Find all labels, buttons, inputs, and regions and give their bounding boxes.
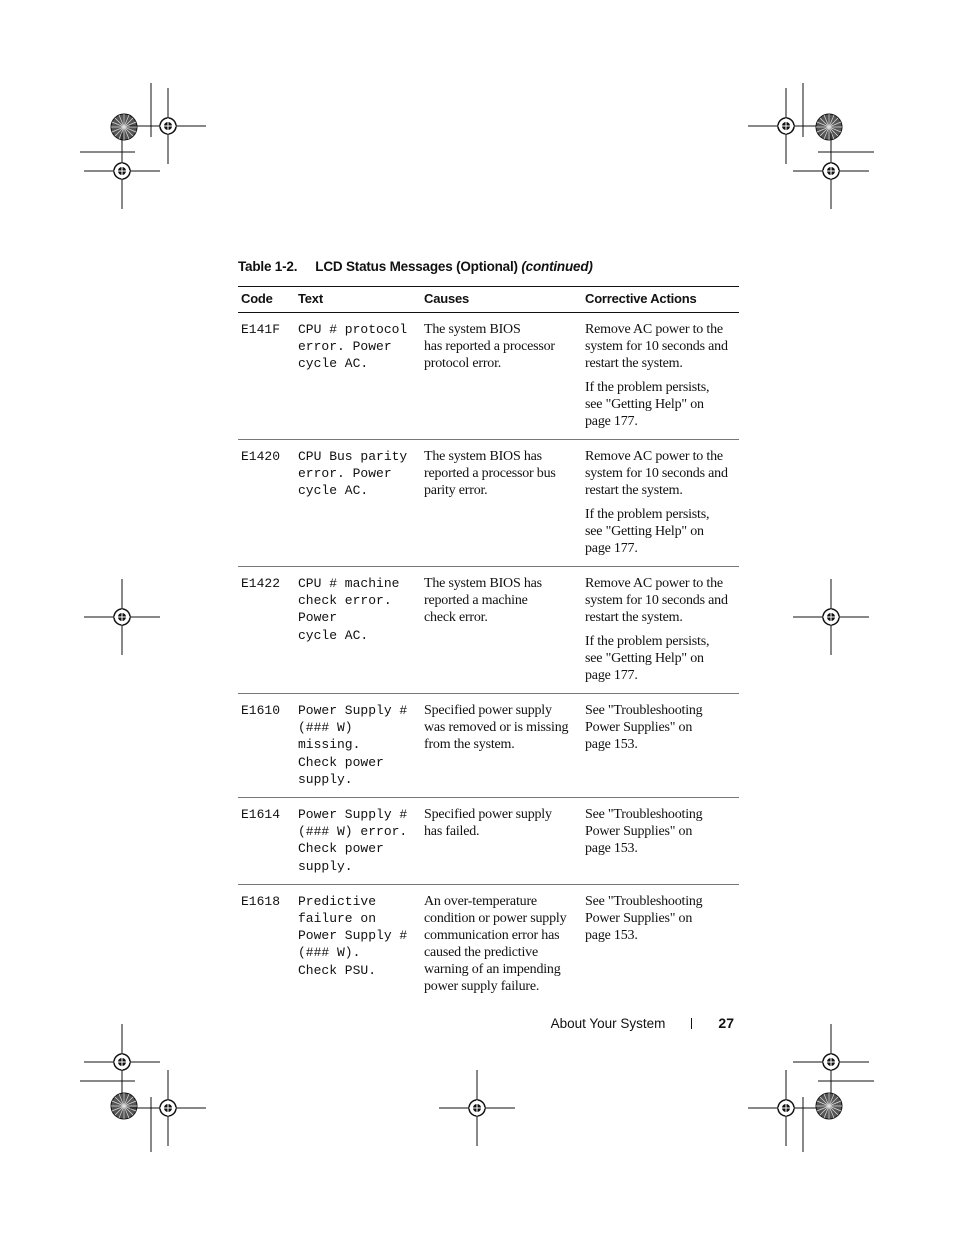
action-paragraph: If the problem persists, see "Getting Help" on page 177. — [585, 507, 710, 556]
action-paragraph: If the problem persists, see "Getting Help" on page 177. — [585, 634, 710, 683]
footer-separator — [691, 1018, 692, 1029]
table-header-row — [238, 287, 739, 313]
text-cell: CPU # protocol error. Power cycle AC. — [295, 313, 421, 440]
action-cell — [582, 884, 739, 1004]
text-cell: Power Supply # (### W) missing. Check power supply. — [295, 694, 421, 798]
table-number: Table 1-2. — [238, 259, 298, 274]
table-title: LCD Status Messages (Optional) — [315, 259, 518, 274]
header-causes: Causes — [421, 287, 582, 313]
table-row — [238, 440, 739, 567]
cause-cell: The system BIOS has reported a machine check error. — [421, 567, 582, 694]
table-row — [238, 798, 739, 885]
text-cell: Predictive failure on Power Supply # (### W). Check PSU. — [298, 893, 408, 978]
action-paragraph: Remove AC power to the system for 10 seconds and restart the system. — [585, 449, 728, 498]
table-row — [238, 313, 739, 440]
cause-cell: The system BIOS has reported a processor bus parity error. — [421, 440, 582, 567]
action-paragraph: If the problem persists, see "Getting Help" on page 177. — [585, 380, 710, 429]
footer-section-title: About Your System — [550, 1015, 666, 1031]
header-text: Text — [295, 287, 421, 313]
text-cell: CPU # machine check error. Power cycle AC. — [295, 567, 421, 694]
code-cell: E1614 — [238, 798, 295, 885]
action-paragraph: See "Troubleshooting Power Supplies" on page 153. — [585, 893, 703, 943]
action-paragraph: See "Troubleshooting Power Supplies" on page 153. — [585, 807, 703, 857]
code-cell: E1420 — [238, 440, 295, 567]
code-cell: E1422 — [238, 567, 295, 694]
action-paragraph: Remove AC power to the system for 10 seconds and restart the system. — [585, 322, 728, 371]
action-paragraph: Remove AC power to the system for 10 seconds and restart the system. — [585, 576, 728, 625]
table-row — [238, 884, 739, 1004]
cause-cell: Specified power supply has failed. — [421, 798, 582, 885]
header-corrective-actions: Corrective Actions — [582, 287, 739, 313]
lcd-status-table — [238, 286, 739, 1004]
action-cell — [582, 694, 739, 798]
table-row — [238, 567, 739, 694]
action-cell — [582, 313, 739, 440]
code-cell: E1610 — [238, 694, 295, 798]
code-cell: E1618 — [241, 893, 281, 909]
page-number: 27 — [718, 1015, 734, 1031]
text-cell: CPU Bus parity error. Power cycle AC. — [295, 440, 421, 567]
action-paragraph: See "Troubleshooting Power Supplies" on page 153. — [585, 703, 703, 752]
text-cell: Power Supply # (### W) error. Check power supply. — [295, 798, 421, 885]
cause-cell: The system BIOS has reported a processor protocol error. — [421, 313, 582, 440]
header-code: Code — [238, 287, 295, 313]
code-cell: E141F — [238, 313, 295, 440]
cause-cell: Specified power supply was removed or is missing from the system. — [421, 694, 582, 798]
table-row — [238, 694, 739, 798]
cause-cell: An over-temperature condition or power supply communication error has caused the predictive warning of an impending power supply failure. — [424, 893, 567, 994]
action-cell — [582, 567, 739, 694]
action-cell — [582, 798, 739, 885]
table-caption — [238, 259, 593, 274]
page-footer — [551, 1015, 734, 1031]
action-cell — [582, 440, 739, 567]
table-continued: (continued) — [521, 259, 593, 274]
